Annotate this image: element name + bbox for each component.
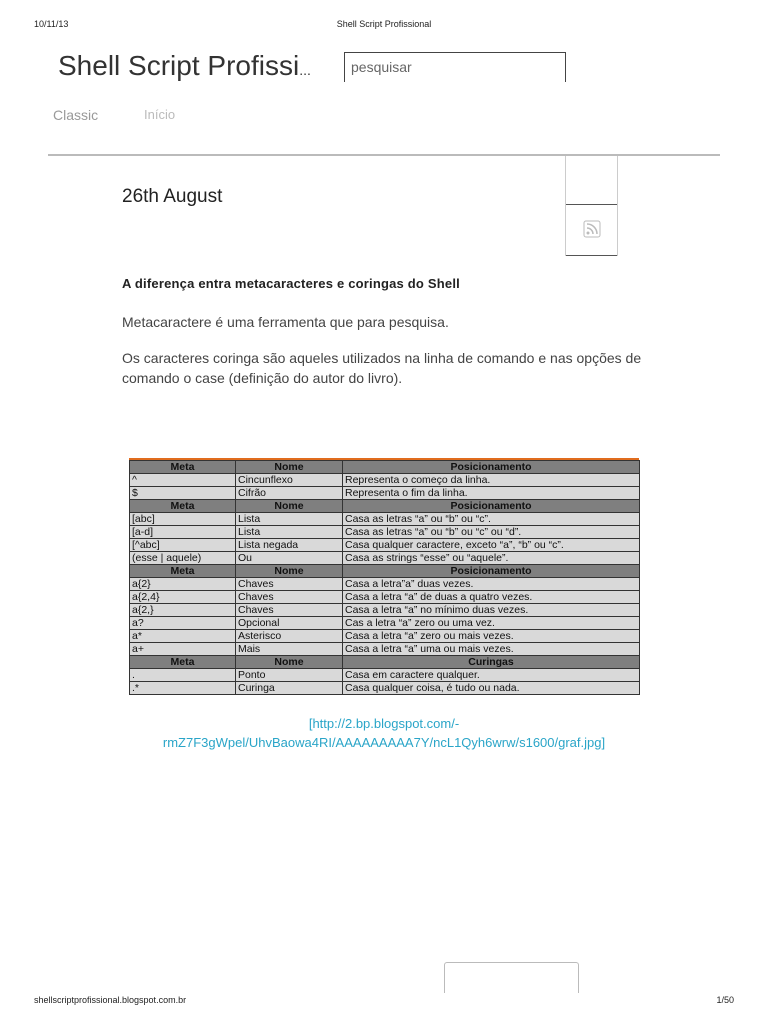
table-cell: Chaves [236, 591, 343, 604]
print-page-title: Shell Script Profissional [336, 19, 432, 29]
side-panel [565, 156, 618, 256]
table-row [130, 591, 640, 604]
table-cell: a{2} [130, 578, 236, 591]
table-header-cell: Meta [130, 656, 236, 669]
table-header-row [130, 461, 640, 474]
image-link-line-2[interactable]: rmZ7F3gWpel/UhvBaowa4RI/AAAAAAAAA7Y/ncL1Qyh6wrw/s1600/graf.jpg] [162, 735, 606, 750]
table-cell: Casa a letra “a” no mínimo duas vezes. [343, 604, 640, 617]
blog-title-ellipsis: ... [299, 62, 311, 78]
table-row [130, 513, 640, 526]
footer-widget-box [444, 962, 579, 993]
side-panel-separator [566, 204, 617, 205]
table-cell: $ [130, 487, 236, 500]
table-cell: a+ [130, 643, 236, 656]
metacharacter-table [129, 460, 640, 695]
metacharacter-table-image[interactable] [129, 458, 639, 695]
table-cell: Casa a letra”a” duas vezes. [343, 578, 640, 591]
table-cell: Mais [236, 643, 343, 656]
table-header-cell: Posicionamento [343, 500, 640, 513]
nav-classic-view[interactable]: Classic [53, 107, 99, 123]
table-header-cell: Nome [236, 656, 343, 669]
table-row [130, 604, 640, 617]
table-cell: a* [130, 630, 236, 643]
table-row [130, 617, 640, 630]
table-cell: Casa qualquer coisa, é tudo ou nada. [343, 682, 640, 695]
table-cell: a{2,4} [130, 591, 236, 604]
table-row [130, 552, 640, 565]
side-panel-bottom [566, 255, 617, 256]
post-title[interactable]: A diferença entra metacaracteres e coringas do Shell [122, 276, 460, 291]
table-cell: Casa a letra “a” zero ou mais vezes. [343, 630, 640, 643]
image-link-line-1[interactable]: [http://2.bp.blogspot.com/- [308, 716, 460, 731]
table-cell: (esse | aquele) [130, 552, 236, 565]
table-header-cell: Nome [236, 500, 343, 513]
table-cell: Casa a letra “a” de duas a quatro vezes. [343, 591, 640, 604]
table-header-cell: Nome [236, 461, 343, 474]
table-cell: Casa as letras “a” ou “b” ou “c” ou “d”. [343, 526, 640, 539]
blog-title[interactable] [58, 50, 311, 82]
nav-inicio-link[interactable]: Início [144, 107, 176, 122]
blog-title-text: Shell Script Profissi [58, 50, 300, 81]
table-cell: Cas a letra “a” zero ou uma vez. [343, 617, 640, 630]
table-cell: Lista [236, 526, 343, 539]
table-cell: Opcional [236, 617, 343, 630]
table-cell: Lista negada [236, 539, 343, 552]
table-row [130, 578, 640, 591]
post-paragraph-1: Metacaractere é uma ferramenta que para pesquisa. [122, 314, 449, 330]
rss-feed-icon[interactable] [583, 220, 601, 238]
table-cell: a? [130, 617, 236, 630]
table-cell: Asterisco [236, 630, 343, 643]
table-row [130, 539, 640, 552]
table-cell: [a-d] [130, 526, 236, 539]
table-cell: [abc] [130, 513, 236, 526]
table-cell: Casa qualquer caractere, exceto “a”, “b” ou “c”. [343, 539, 640, 552]
table-row [130, 474, 640, 487]
table-header-cell: Meta [130, 565, 236, 578]
table-header-cell: Meta [130, 500, 236, 513]
table-row [130, 643, 640, 656]
table-header-cell: Nome [236, 565, 343, 578]
table-cell: Representa o começo da linha. [343, 474, 640, 487]
table-cell: Casa em caractere qualquer. [343, 669, 640, 682]
table-cell: Chaves [236, 604, 343, 617]
print-url: shellscriptprofissional.blogspot.com.br [34, 995, 187, 1005]
table-header-cell: Meta [130, 461, 236, 474]
table-cell: Cifrão [236, 487, 343, 500]
search-box[interactable] [344, 52, 566, 82]
table-cell: Lista [236, 513, 343, 526]
table-cell: Chaves [236, 578, 343, 591]
table-header-cell: Posicionamento [343, 565, 640, 578]
table-header-row [130, 565, 640, 578]
table-cell: Curinga [236, 682, 343, 695]
table-cell: Ou [236, 552, 343, 565]
post-paragraph-2: Os caracteres coringa são aqueles utilizados na linha de comando e nas opções de comando o case (definição do autor do livro). [122, 350, 642, 386]
table-cell: Casa a letra “a” uma ou mais vezes. [343, 643, 640, 656]
table-header-row [130, 656, 640, 669]
table-cell: a{2,} [130, 604, 236, 617]
table-cell: Casa as strings “esse” ou “aquele”. [343, 552, 640, 565]
table-cell: . [130, 669, 236, 682]
table-row [130, 630, 640, 643]
post-date: 26th August [122, 186, 223, 207]
table-row [130, 487, 640, 500]
table-cell: [^abc] [130, 539, 236, 552]
table-cell: Casa as letras “a” ou “b” ou “c”. [343, 513, 640, 526]
table-header-cell: Curingas [343, 656, 640, 669]
table-row [130, 682, 640, 695]
header-divider [48, 154, 720, 156]
print-page-number: 1/50 [716, 995, 734, 1005]
table-header-cell: Posicionamento [343, 461, 640, 474]
table-cell: ^ [130, 474, 236, 487]
table-cell: Representa o fim da linha. [343, 487, 640, 500]
table-cell: .* [130, 682, 236, 695]
table-header-row [130, 500, 640, 513]
table-cell: Ponto [236, 669, 343, 682]
search-input[interactable] [345, 53, 567, 81]
table-row [130, 669, 640, 682]
print-date: 10/11/13 [34, 19, 69, 29]
table-row [130, 526, 640, 539]
table-cell: Cincunflexo [236, 474, 343, 487]
